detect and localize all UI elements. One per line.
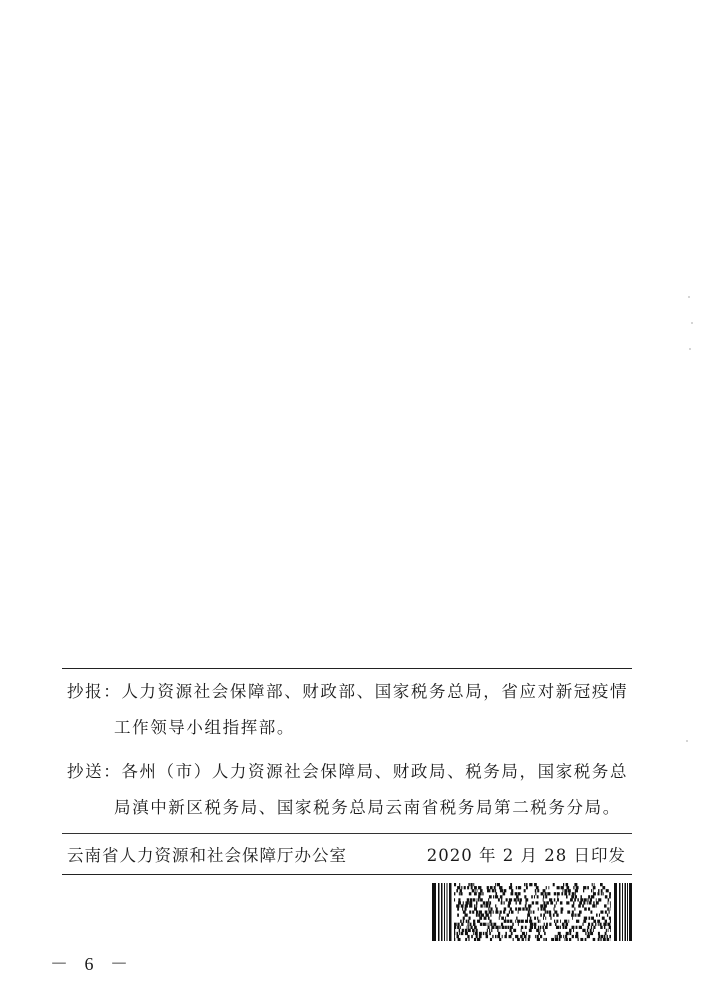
report-to-text-2: 工作领导小组指挥部。 (114, 718, 295, 737)
report-to-line-1 (62, 677, 632, 707)
2d-barcode-icon (432, 883, 632, 941)
page-number: － 6 － (50, 954, 134, 974)
bottom-rule (62, 874, 632, 875)
distribution-footer (62, 668, 632, 875)
scan-speck (691, 322, 693, 324)
scan-speck (686, 740, 688, 742)
report-to-line-2 (62, 713, 632, 743)
send-to-text-2: 局滇中新区税务局、国家税务总局云南省税务局第二税务分局。 (114, 798, 621, 817)
send-to-text-1: 各州（市）人力资源社会保障局、财政局、税务局，国家税务总 (121, 762, 629, 781)
send-to-line-2 (62, 793, 632, 823)
report-to-label: 抄报： (67, 682, 122, 701)
send-to-label: 抄送： (67, 762, 122, 781)
report-to-section (62, 669, 632, 743)
report-to-text-1: 人力资源社会保障部、财政部、国家税务总局，省应对新冠疫情 (121, 682, 629, 701)
issuer-row (62, 834, 632, 874)
issuer-name: 云南省人力资源和社会保障厅办公室 (67, 846, 347, 865)
scan-speck (689, 348, 691, 350)
issue-date: 2020 年 2 月 28 日印发 (426, 846, 626, 865)
scan-speck (688, 296, 690, 298)
send-to-line-1 (62, 757, 632, 787)
send-to-section (62, 743, 632, 833)
